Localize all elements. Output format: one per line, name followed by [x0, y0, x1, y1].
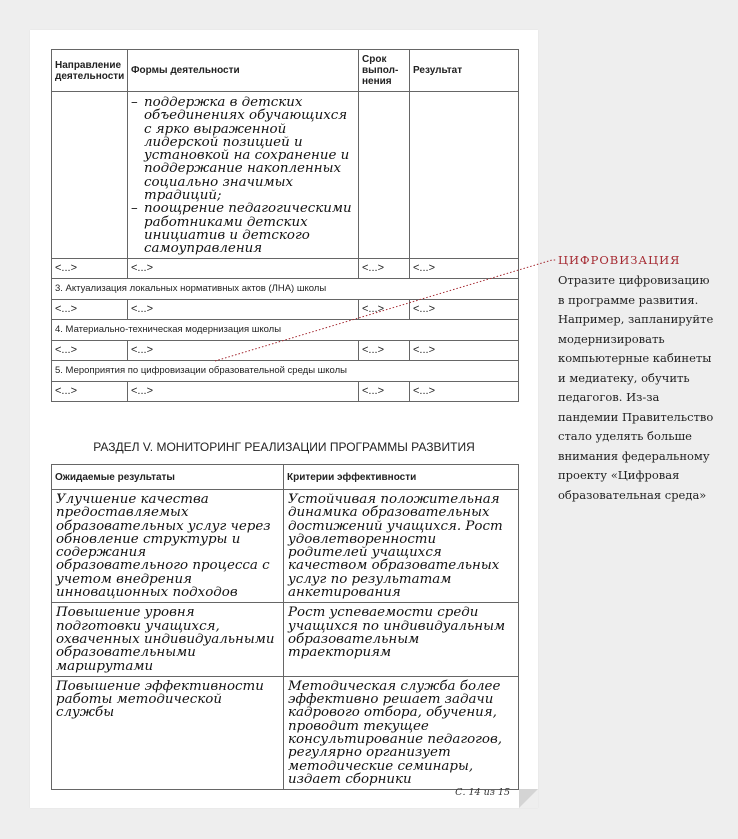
header-forms: Формы деятельности	[128, 50, 359, 92]
annotation-text: Отразите цифровизацию в программе развития. Например, запланируйте модернизировать компьютерные кабинеты и медиатеку, обучить педагогов. Из-за пандемии Правительство стало уделять больше внимания федеральному проекту «Цифровая образовательная среда»	[558, 273, 714, 502]
list-item: – поощрение педагогическими работниками детских инициатив и детского самоуправления	[131, 201, 352, 257]
table-row: Повышение уровня подготовки учащихся, охваченных индивидуальными образовательными маршрутами Рост успеваемости среди учащихся по индивидуальным образовательным траекториям	[52, 603, 519, 676]
page-fold-corner	[519, 789, 538, 808]
table-header-row	[52, 465, 519, 490]
table-header-row	[52, 50, 519, 92]
table-row	[52, 92, 519, 259]
list-item: – поддержка в детских объединениях обучающихся с ярко выраженной лидерской позицией и установкой на сохранение и поддержание накопленных социально значимых традиций;	[131, 95, 350, 204]
table-row: Повышение эффективности работы методической службы Методическая служба более эффективно решает задачи кадрового отбора, обучения, проводит текущее консультирование педагогов, регулярно организует методические семинары, издает сборники	[52, 676, 519, 789]
section-title: РАЗДЕЛ V. МОНИТОРИНГ РЕАЛИЗАЦИИ ПРОГРАММЫ РАЗВИТИЯ	[93, 440, 475, 454]
header-deadline: Срок выпол-нения	[359, 50, 410, 92]
monitoring-table	[51, 464, 519, 790]
document-page	[30, 30, 538, 808]
header-direction: Направление деятельности	[52, 50, 128, 92]
forms-cell	[128, 92, 359, 259]
section-row: 3. Актуализация локальных нормативных актов (ЛНА) школы	[52, 278, 519, 299]
annotation-title: ЦИФРОВИЗАЦИЯ	[558, 253, 681, 267]
page-number: С. 14 из 15	[455, 787, 510, 798]
header-criteria: Критерии эффективности	[284, 465, 519, 490]
section-row: 4. Материально-техническая модернизация школы	[52, 319, 519, 340]
placeholder-row: <...> <...> <...> <...>	[52, 258, 519, 278]
header-expected-results: Ожидаемые результаты	[52, 465, 284, 490]
placeholder-row: <...> <...> <...> <...>	[52, 340, 519, 360]
section-row: 5. Мероприятия по цифровизации образовательной среды школы	[52, 360, 519, 381]
placeholder-row: <...> <...> <...> <...>	[52, 381, 519, 401]
side-annotation	[558, 253, 718, 505]
table-row: Улучшение качества предоставляемых образовательных услуг через обновление структуры и содержания образовательного процесса с учетом внедрения инновационных подходов Устойчивая положительная динамика образовательных достижений учащихся. Рост удовлетворенности родителей учащихся качеством образовательных услуг по результатам анкетирования	[52, 490, 519, 603]
activities-table	[51, 49, 519, 402]
header-result: Результат	[410, 50, 519, 92]
placeholder-row: <...> <...> <...> <...>	[52, 299, 519, 319]
